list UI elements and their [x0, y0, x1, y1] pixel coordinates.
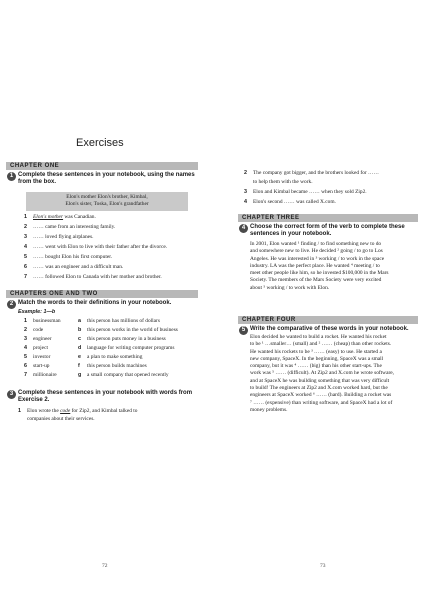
paragraph-line: Elon decided he wanted to build a rocket. He wanted his rocket	[250, 334, 387, 340]
chapter-three-heading: CHAPTER THREE	[238, 214, 418, 222]
list-item: 1 Elon wrote the code for Zip2, and Kimbal talked to	[18, 408, 138, 414]
list-item: 3 engineer	[24, 336, 52, 342]
exercise-4-paragraph	[250, 241, 422, 292]
list-item-continued: to help them with the work.	[253, 179, 313, 185]
page-number-left: 72	[102, 563, 108, 569]
exercise-1-instruction: Complete these sentences in your notebook, using the names from the box.	[18, 172, 195, 186]
list-item: f this person builds machines	[78, 363, 147, 369]
list-item: 7 millionaire	[24, 372, 57, 378]
paragraph-line: company, but it was ⁴ …… (big) than his other start-ups. The	[250, 363, 382, 370]
paragraph-line: and somewhere new to live. He decided ² going / to go to Los	[250, 248, 383, 255]
list-item: 3 …… loved flying airplanes.	[24, 234, 94, 240]
chapters-one-and-two-heading: CHAPTERS ONE AND TWO	[6, 290, 198, 298]
list-item: 1 Elon's mother was Canadian.	[24, 214, 96, 220]
exercise-number-4: 4	[239, 224, 248, 233]
list-item: a this person has millions of dollars	[78, 318, 160, 324]
names-box-line-2: Elon's sister, Toska, Elon's grandfather	[65, 201, 149, 207]
paragraph-line: new company, SpaceX. In the beginning, SpaceX was a small	[250, 355, 384, 362]
paragraph-line: money problems.	[250, 406, 288, 413]
exercise-5-paragraph	[250, 334, 422, 414]
list-item: 4 …… went with Elon to live with their father after the divorce.	[24, 244, 168, 250]
exercise-number-1: 1	[7, 172, 16, 181]
exercise-number-2: 2	[7, 300, 16, 309]
paragraph-line: meet other people like him, so he invested $100,000 in the Mars	[250, 270, 389, 277]
list-item: 5 …… bought Elon his first computer.	[24, 254, 113, 260]
exercise-number-3: 3	[7, 390, 16, 399]
exercise-3-instruction: Complete these sentences in your notebook with words from Exercise 2.	[18, 390, 193, 404]
paragraph-line: about ⁵ working / to work with Elon.	[250, 284, 330, 291]
names-box-line-1: Elon's mother Elon's brother, Kimbal,	[66, 194, 148, 200]
list-item: 6 …… was an engineer and a difficult man.	[24, 264, 124, 270]
list-item: b this person works in the world of business	[78, 327, 178, 333]
list-item: 2 code	[24, 327, 44, 333]
list-item: c this person puts money in a business	[78, 336, 166, 342]
exercise-5-instruction: Write the comparative of these words in your notebook.	[250, 326, 409, 332]
list-item: 5 investor	[24, 354, 51, 360]
list-item: 3 Elon and Kimbal became …… when they sold Zip2.	[244, 189, 367, 195]
chapter-one-heading: CHAPTER ONE	[6, 162, 198, 170]
paragraph-line: and at SpaceX he was building something that was very difficult	[250, 377, 390, 384]
paragraph-line: to build! The engineers at Zip2 and X.com worked hard, but the	[250, 385, 388, 392]
exercise-4-instruction: Choose the correct form of the verb to complete these sentences in your notebook.	[250, 224, 405, 238]
paragraph-line: industry. LA was the perfect place. He wanted ⁴ meeting / to	[250, 262, 380, 269]
names-box	[26, 192, 188, 211]
list-item: d language for writing computer programs	[78, 345, 175, 351]
page-number-right: 73	[320, 563, 326, 569]
paragraph-line: He wanted his rockets to be ³ …… (easy) to use. He started a	[250, 348, 382, 355]
chapter-four-heading: CHAPTER FOUR	[238, 316, 418, 324]
paragraph-line: In 2001, Elon wanted ¹ finding / to find something new to do	[250, 241, 382, 247]
exercise-number-5: 5	[239, 326, 248, 335]
paragraph-line: Angeles. He was interested in ³ working / to work in the space	[250, 255, 385, 262]
list-item-continued: companies about their services.	[27, 416, 95, 422]
paragraph-line: Society. The members of the Mars Society were very excited	[250, 277, 382, 284]
list-item: 2 …… came from an interesting family.	[24, 224, 116, 230]
paragraph-line: to be ¹ …smaller… (small) and ² …… (cheap) than other rockets.	[250, 341, 392, 348]
list-item: g a small company that opened recently	[78, 372, 169, 378]
page-title: Exercises	[76, 137, 124, 149]
right-page	[212, 0, 424, 600]
list-item: e a plan to make something	[78, 354, 143, 360]
list-item: 4 project	[24, 345, 48, 351]
list-item: 2 The company got bigger, and the brothers looked for ……	[244, 170, 379, 176]
paragraph-line: engineers at SpaceX worked ⁶ …… (hard). Building a rocket was	[250, 392, 392, 399]
exercise-2-instruction: Match the words to their definitions in your notebook.	[18, 300, 172, 306]
paragraph-line: work was ⁵ …… (difficult). At Zip2 and X.com he wrote software,	[250, 370, 394, 377]
list-item: 7 …… followed Elon to Canada with her mother and brother.	[24, 274, 162, 280]
list-item: 4 Elon's second …… was called X.com.	[244, 199, 336, 205]
list-item: 1 businessman	[24, 318, 61, 324]
paragraph-line: ⁷ …… (expensive) than writing software, and SpaceX had a lot of	[250, 399, 393, 406]
list-item: 6 start-up	[24, 363, 50, 369]
example-text: Example: 1—b	[18, 309, 56, 315]
